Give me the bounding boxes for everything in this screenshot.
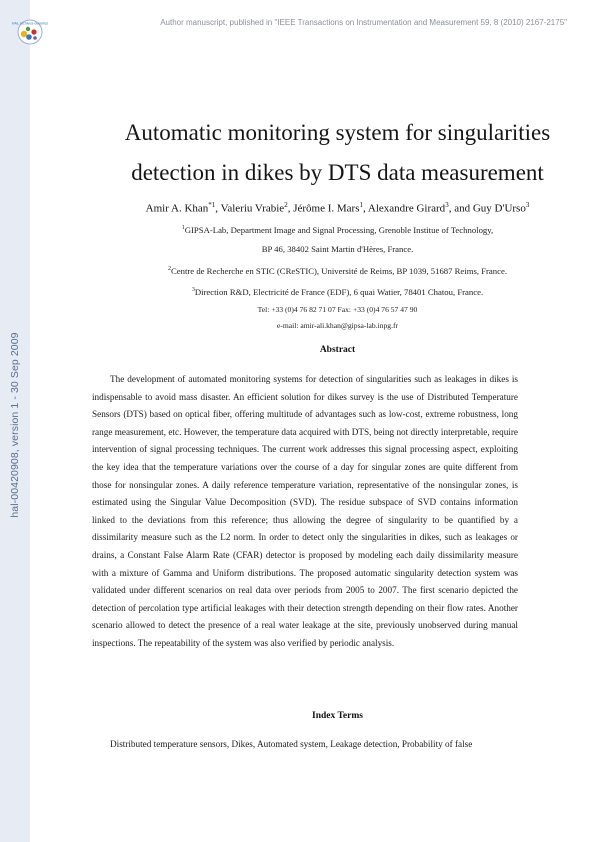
- author-sep: ,: [287, 202, 294, 215]
- title-line-1: Automatic monitoring system for singularities: [124, 120, 551, 145]
- hal-archive-logo-icon: [11, 18, 49, 46]
- author-sup: 2: [284, 201, 288, 209]
- paper-title: [60, 113, 615, 193]
- hal-sidebar: [0, 0, 30, 842]
- affiliation-1: [60, 219, 615, 240]
- author-sep: ,: [215, 202, 221, 215]
- affiliation-sup: 3: [191, 287, 195, 293]
- contact-phone: Tel: +33 (0)4 76 82 71 07 Fax: +33 (0)4 76 57 47 90: [257, 305, 418, 315]
- affiliation-1-address: BP 46, 38402 Saint Martin d'Hères, France.: [261, 244, 414, 255]
- abstract-text: The development of automated monitoring systems for detection of singularities such as leakages in dikes is indispensable to avoid mass disaster. An efficient solution for dikes survey is the use of Distributed Temperature Sensors (DTS) based on optical fiber, offering multitude of advantages such as low-cost, extreme robustness, long range measurement, etc. However, the temperature data acquired with DTS, being not directly interpretable, require intervention of signal processing techniques. The current work addresses this signal processing aspect, exploiting the key idea that the temperature variations over the course of a day for singular zones are quite different from those for nonsingular zones. A daily reference temperature variation, representative of the nonsingular zones, is estimated using the Singular Value Decomposition (SVD). The residue subspace of SVD contains information linked to the deviations from this reference; thus allowing the degree of singularity to be quantified by a dissimilarity measure such as the L2 norm. In order to detect only the singularities in dikes, such as leakages or drains, a Constant False Alarm Rate (CFAR) detector is proposed by modeling each daily dissimilarity measure with a mixture of Gamma and Uniform distributions. The proposed automatic singularity detection system was validated under different scenarios on real data over periods from 2005 to 2007. The first scenario depicted the detection of percolation type artificial leakages with their detection strength depending on their flow rates. Another scenario allowed to detect the presence of a real water leakage at the site, previously unobserved during manual inspections. The repeatability of the system was also verified by periodic analysis.: [92, 374, 518, 648]
- affiliation-text: Direction R&D, Electricité de France (EDF), 6 quai Watier, 78401 Chatou, France.: [194, 286, 484, 297]
- author-name: Guy D'Urso: [472, 202, 526, 215]
- contact-email: e-mail: amir-ali.khan@gipsa-lab.inpg.fr: [276, 320, 399, 330]
- abstract-heading: Abstract: [319, 345, 356, 355]
- affiliation-3: [60, 281, 615, 302]
- publication-note: Author manuscript, published in "IEEE Transactions on Instrumentation and Measurement 59, 8 (2010) 2167-2175": [160, 18, 567, 27]
- author-name: Amir A. Khan: [145, 202, 209, 215]
- affiliation-text: GIPSA-Lab, Department Image and Signal Processing, Grenoble Institue of Technology,: [184, 224, 494, 235]
- hal-logo-text: HAL archives-ouvertes: [11, 21, 49, 26]
- affiliation-text: Centre de Recherche en STIC (CReSTIC), Université de Reims, BP 1039, 51687 Reims, France.: [170, 265, 507, 276]
- author-sep: ,: [363, 202, 368, 215]
- author-sup: 3: [445, 201, 449, 209]
- author-list: [60, 201, 615, 215]
- affiliation-sup: 2: [167, 265, 171, 272]
- affiliations: [60, 219, 615, 333]
- index-terms-text: Distributed temperature sensors, Dikes, Automated system, Leakage detection, Probability of false: [110, 739, 473, 749]
- index-terms-heading: Index Terms: [312, 711, 363, 721]
- title-line-2: detection in dikes by DTS data measurement: [131, 160, 544, 185]
- author-sup: 1: [359, 201, 363, 209]
- hal-identifier: hal-00420908, version 1 - 30 Sep 2009: [9, 332, 21, 518]
- author-sep: , and: [448, 202, 473, 215]
- author-sup: 3: [525, 201, 530, 209]
- affiliation-2: [60, 260, 615, 281]
- author-name: Jérôme I. Mars: [293, 202, 360, 215]
- author-sup: *1: [208, 201, 216, 209]
- author-name: Alexandre Girard: [367, 202, 446, 215]
- affiliation-sup: 1: [181, 225, 185, 231]
- author-name: Valeriu Vrabie: [220, 202, 285, 215]
